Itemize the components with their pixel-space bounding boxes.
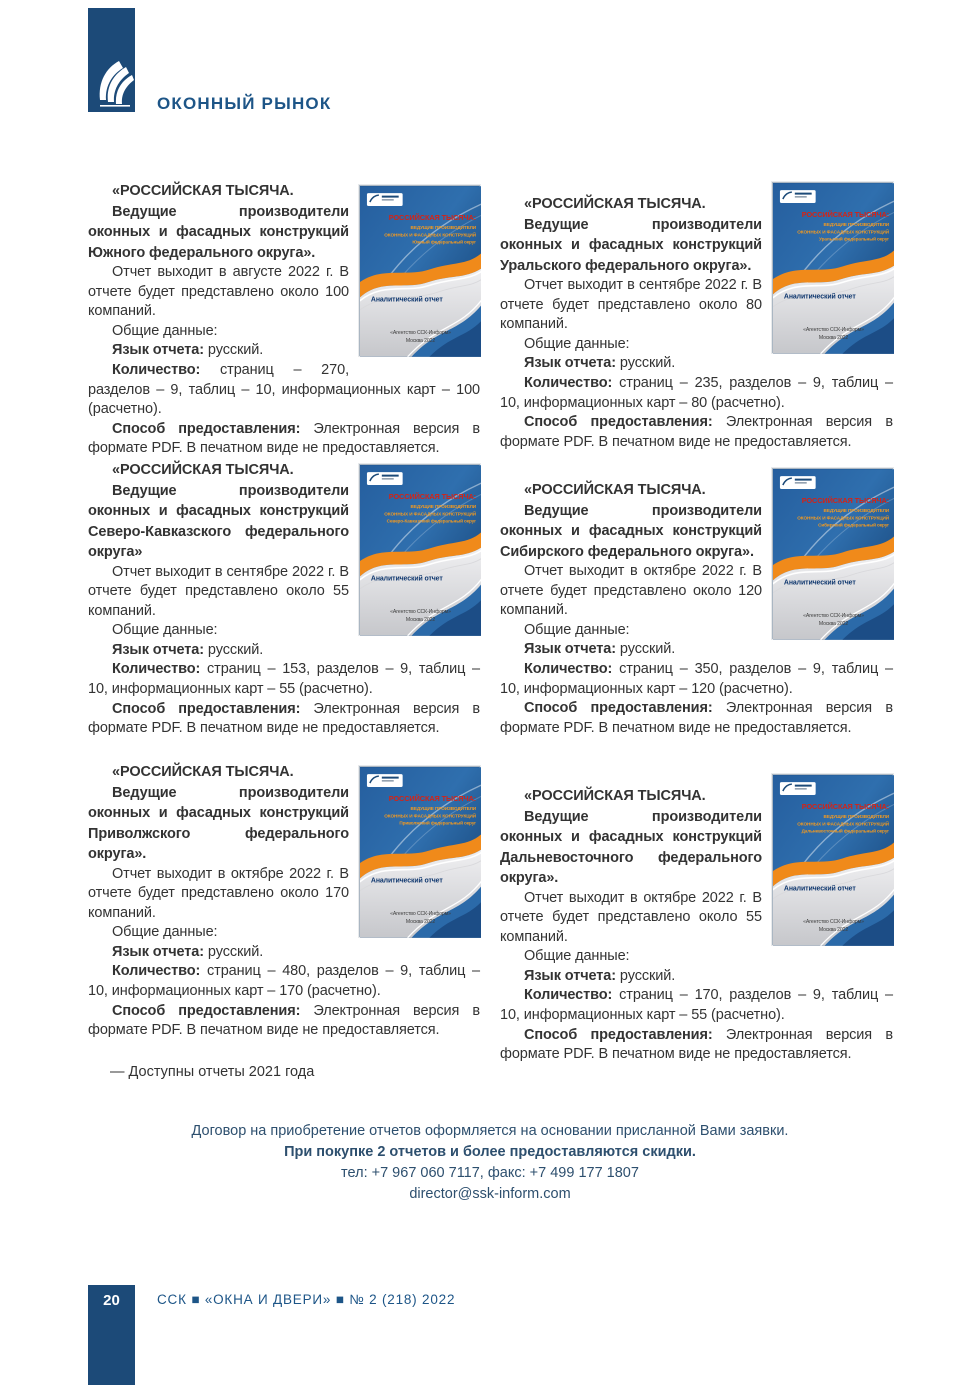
report-general-label: Общие данные:	[112, 322, 218, 339]
cover-title: РОССИЙСКАЯ ТЫСЯЧА:	[388, 793, 477, 803]
svg-text:ОКОННЫХ И ФАСАДНЫХ КОНСТРУКЦИЙ: ОКОННЫХ И ФАСАДНЫХ КОНСТРУКЦИЙ	[797, 229, 890, 235]
discount-note: При покупке 2 отчетов и более предоставляются скидки.	[284, 1144, 696, 1160]
cover-publisher-logo-icon	[780, 190, 816, 203]
report-language: Язык отчета: русский.	[524, 355, 676, 372]
report-language: Язык отчета: русский.	[524, 641, 676, 658]
svg-text:«Агентство ССК-Информ»: «Агентство ССК-Информ»	[390, 329, 451, 336]
report-delivery: Способ предоставления: Электронная версия в формате PDF. В печатном виде не предоставляется.	[88, 1002, 480, 1039]
cover-publisher-logo-icon	[780, 782, 816, 795]
report-general-label: Общие данные:	[112, 924, 218, 941]
report-block-dalnevostochny	[500, 762, 893, 1065]
report-cover-thumbnail	[772, 182, 893, 353]
svg-text:ВЕДУЩИЕ ПРОИЗВОДИТЕЛИ: ВЕДУЩИЕ ПРОИЗВОДИТЕЛИ	[410, 224, 477, 230]
report-block-privolzhsky	[88, 762, 480, 1065]
phone-fax: тел: +7 967 060 7117, факс: +7 499 177 1807	[341, 1165, 639, 1181]
svg-text:Москва 2022: Москва 2022	[405, 918, 436, 925]
svg-text:Аналитический отчет: Аналитический отчет	[370, 877, 443, 885]
svg-text:Аналитический отчет: Аналитический отчет	[783, 579, 856, 587]
svg-text:«Агентство ССК-Информ»: «Агентство ССК-Информ»	[803, 612, 864, 619]
svg-text:ВЕДУЩИЕ ПРОИЗВОДИТЕЛИ: ВЕДУЩИЕ ПРОИЗВОДИТЕЛИ	[410, 503, 477, 509]
report-title-lead: «РОССИЙСКАЯ ТЫСЯЧА.	[524, 482, 706, 498]
svg-text:«Агентство ССК-Информ»: «Агентство ССК-Информ»	[390, 910, 451, 917]
report-general-label: Общие данные:	[112, 622, 218, 639]
report-title: Ведущие производители оконных и фасадных конструкций Сибирского федерального округа».	[500, 502, 762, 560]
report-quantity: Количество: страниц – 270, разделов – 9, таблиц – 10, информационных карт – 100 (расчетно).	[88, 361, 480, 418]
report-title-lead: «РОССИЙСКАЯ ТЫСЯЧА.	[112, 462, 294, 478]
svg-text:Аналитический отчет: Аналитический отчет	[783, 885, 856, 893]
report-title: Ведущие производители оконных и фасадных конструкций Приволжского федерального округа».	[88, 784, 349, 862]
report-delivery: Способ предоставления: Электронная версия в формате PDF. В печатном виде не предоставляется.	[500, 414, 893, 450]
cover-publisher-logo-icon	[367, 774, 403, 787]
report-delivery: Способ предоставления: Электронная версия в формате PDF. В печатном виде не предоставляется.	[500, 700, 893, 736]
cover-publisher-logo-icon	[367, 472, 403, 485]
cover-publisher-logo-icon	[780, 476, 816, 489]
svg-text:Москва 2022: Москва 2022	[405, 616, 436, 623]
svg-text:Москва 2022: Москва 2022	[405, 337, 436, 344]
report-cover-thumbnail	[359, 464, 480, 635]
footer-brand-bar	[88, 1285, 135, 1385]
page-number: 20	[103, 1292, 120, 1309]
report-release: Отчет выходит в сентябре 2022 г. В отчете будет представлено около 55 компаний.	[88, 563, 349, 619]
report-title-lead: «РОССИЙСКАЯ ТЫСЯЧА.	[524, 196, 706, 212]
report-quantity: Количество: страниц – 235, разделов – 9, таблиц – 10, информационных карт – 80 (расчетно).	[500, 374, 894, 411]
report-delivery: Способ предоставления: Электронная версия в формате PDF. В печатном виде не предоставляется.	[500, 1026, 893, 1063]
report-release: Отчет выходит в октябре 2022 г. В отчете будет представлено около 120 компаний.	[500, 563, 762, 619]
svg-text:Северо-Кавказский федеральный: Северо-Кавказский федеральный округ	[386, 518, 477, 524]
report-cover-thumbnail	[772, 468, 893, 639]
report-title: Ведущие производители оконных и фасадных конструкций Уральского федерального округа».	[500, 216, 762, 274]
report-cover-thumbnail	[359, 185, 480, 356]
magazine-issue-info: ССК ■ «ОКНА И ДВЕРИ» ■ № 2 (218) 2022	[157, 1292, 456, 1307]
report-quantity: Количество: страниц – 350, разделов – 9, таблиц – 10, информационных карт – 120 (расчетно).	[500, 660, 894, 697]
report-release: Отчет выходит в октябре 2022 г. В отчете будет представлено около 55 компаний.	[500, 889, 762, 945]
svg-text:ОКОННЫХ И ФАСАДНЫХ КОНСТРУКЦИЙ: ОКОННЫХ И ФАСАДНЫХ КОНСТРУКЦИЙ	[797, 515, 890, 521]
report-delivery: Способ предоставления: Электронная версия в формате PDF. В печатном виде не предоставляется.	[88, 420, 480, 457]
report-release: Отчет выходит в октябре 2022 г. В отчете будет представлено около 170 компаний.	[88, 865, 349, 921]
availability-note: — Доступны отчеты 2021 года	[110, 1064, 315, 1080]
report-title: Ведущие производители оконных и фасадных конструкций Южного федерального округа».	[88, 203, 349, 261]
report-release: Отчет выходит в сентябре 2022 г. В отчете будет представлено около 80 компаний.	[500, 277, 762, 333]
cover-title: РОССИЙСКАЯ ТЫСЯЧА:	[801, 209, 890, 219]
report-language: Язык отчета: русский.	[112, 342, 264, 359]
svg-text:Москва 2022: Москва 2022	[818, 926, 849, 933]
cover-publisher-logo-icon	[367, 193, 403, 206]
report-block-uralsky	[500, 181, 893, 460]
report-general-label: Общие данные:	[524, 335, 630, 352]
report-block-sibirsky	[500, 460, 893, 762]
page-title: ОКОННЫЙ РЫНОК	[157, 94, 332, 113]
svg-text:Приволжский федеральный округ: Приволжский федеральный округ	[399, 820, 477, 826]
report-quantity: Количество: страниц – 170, разделов – 9, таблиц – 10, информационных карт – 55 (расчетно).	[500, 987, 894, 1024]
order-info	[0, 1121, 980, 1205]
cover-title: РОССИЙСКАЯ ТЫСЯЧА:	[388, 212, 477, 222]
report-language: Язык отчета: русский.	[524, 967, 676, 984]
svg-text:ОКОННЫХ И ФАСАДНЫХ КОНСТРУКЦИЙ: ОКОННЫХ И ФАСАДНЫХ КОНСТРУКЦИЙ	[384, 511, 477, 517]
svg-text:«Агентство ССК-Информ»: «Агентство ССК-Информ»	[803, 918, 864, 925]
report-release: Отчет выходит в августе 2022 г. В отчете будет представлено около 100 компаний.	[88, 264, 349, 320]
report-delivery: Способ предоставления: Электронная версия в формате PDF. В печатном виде не предоставляется.	[88, 700, 480, 737]
svg-text:ВЕДУЩИЕ ПРОИЗВОДИТЕЛИ: ВЕДУЩИЕ ПРОИЗВОДИТЕЛИ	[410, 805, 477, 811]
report-language: Язык отчета: русский.	[112, 641, 264, 658]
report-title-lead: «РОССИЙСКАЯ ТЫСЯЧА.	[524, 788, 706, 804]
email-address: director@ssk-inform.com	[409, 1186, 571, 1202]
cover-title: РОССИЙСКАЯ ТЫСЯЧА:	[801, 495, 890, 505]
svg-text:ВЕДУЩИЕ ПРОИЗВОДИТЕЛИ: ВЕДУЩИЕ ПРОИЗВОДИТЕЛИ	[823, 507, 890, 513]
svg-text:ОКОННЫХ И ФАСАДНЫХ КОНСТРУКЦИЙ: ОКОННЫХ И ФАСАДНЫХ КОНСТРУКЦИЙ	[797, 821, 890, 827]
svg-text:Аналитический отчет: Аналитический отчет	[783, 293, 856, 301]
report-cover-thumbnail	[772, 774, 893, 945]
cover-title: РОССИЙСКАЯ ТЫСЯЧА:	[801, 801, 890, 811]
svg-text:Дальневосточный федеральный ок: Дальневосточный федеральный округ	[801, 828, 890, 834]
svg-text:Южный федеральный округ: Южный федеральный округ	[412, 239, 477, 245]
svg-text:ВЕДУЩИЕ ПРОИЗВОДИТЕЛИ: ВЕДУЩИЕ ПРОИЗВОДИТЕЛИ	[823, 221, 890, 227]
svg-text:Уральский федеральный округ: Уральский федеральный округ	[818, 236, 890, 242]
report-language: Язык отчета: русский.	[112, 943, 264, 960]
report-general-label: Общие данные:	[524, 621, 630, 638]
brand-block	[88, 8, 135, 112]
svg-text:Москва 2022: Москва 2022	[818, 620, 849, 627]
report-cover-thumbnail	[359, 766, 480, 937]
svg-text:ОКОННЫХ И ФАСАДНЫХ КОНСТРУКЦИЙ: ОКОННЫХ И ФАСАДНЫХ КОНСТРУКЦИЙ	[384, 232, 477, 238]
report-title: Ведущие производители оконных и фасадных конструкций Северо-Кавказского федерального округа»	[88, 482, 349, 560]
report-title-lead: «РОССИЙСКАЯ ТЫСЯЧА.	[112, 183, 294, 199]
reports-grid	[88, 181, 893, 1065]
report-general-label: Общие данные:	[524, 948, 630, 965]
svg-text:Аналитический отчет: Аналитический отчет	[370, 296, 443, 304]
report-title: Ведущие производители оконных и фасадных конструкций Дальневосточного федерального округа».	[500, 808, 762, 886]
svg-text:Сибирский федеральный округ: Сибирский федеральный округ	[818, 522, 890, 528]
svg-text:ВЕДУЩИЕ ПРОИЗВОДИТЕЛИ: ВЕДУЩИЕ ПРОИЗВОДИТЕЛИ	[823, 813, 890, 819]
svg-text:ОКОННЫХ И ФАСАДНЫХ КОНСТРУКЦИЙ: ОКОННЫХ И ФАСАДНЫХ КОНСТРУКЦИЙ	[384, 813, 477, 819]
report-block-severo-kavkazsky	[88, 460, 480, 762]
svg-text:Москва 2022: Москва 2022	[818, 334, 849, 341]
report-quantity: Количество: страниц – 480, разделов – 9, таблиц – 10, информационных карт – 170 (расчетно).	[88, 963, 481, 1000]
report-quantity: Количество: страниц – 153, разделов – 9, таблиц – 10, информационных карт – 55 (расчетно).	[88, 661, 481, 698]
svg-text:«Агентство ССК-Информ»: «Агентство ССК-Информ»	[803, 326, 864, 333]
svg-text:Аналитический отчет: Аналитический отчет	[370, 575, 443, 583]
cover-title: РОССИЙСКАЯ ТЫСЯЧА:	[388, 491, 477, 501]
svg-text:«Агентство ССК-Информ»: «Агентство ССК-Информ»	[390, 608, 451, 615]
publisher-logo-icon	[88, 6, 135, 110]
report-block-yuzhny	[88, 181, 480, 460]
report-title-lead: «РОССИЙСКАЯ ТЫСЯЧА.	[112, 764, 294, 780]
order-terms: Договор на приобретение отчетов оформляется на основании присланной Вами заявки.	[191, 1123, 789, 1139]
